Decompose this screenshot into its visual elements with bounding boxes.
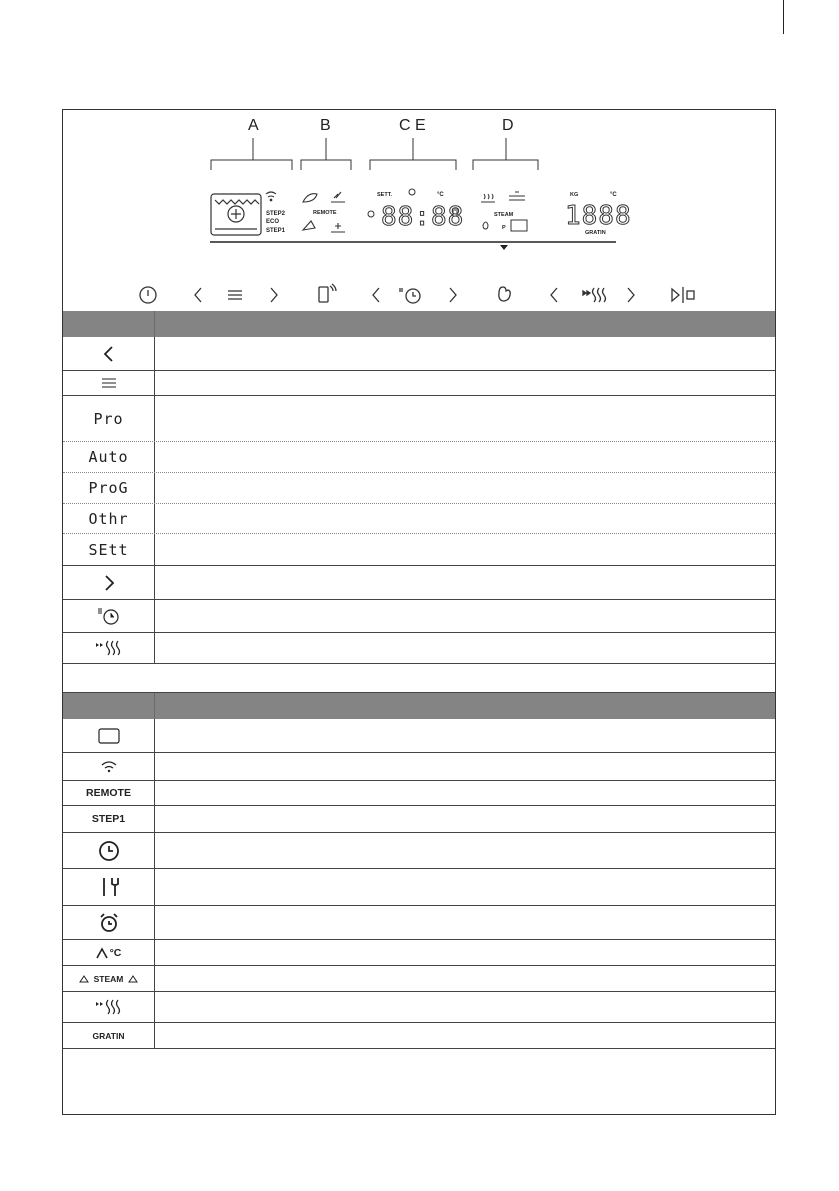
table-row xyxy=(63,600,775,633)
crop-mark xyxy=(783,0,784,34)
display-step1: STEP1 xyxy=(266,228,286,234)
steam-right-icon xyxy=(128,974,138,984)
display-temp-unit-2: °C xyxy=(610,192,617,198)
bread-icon xyxy=(303,194,317,202)
group-brackets xyxy=(211,138,538,170)
fast-heat-icon xyxy=(94,638,124,658)
chevron-right-3-icon xyxy=(628,288,634,302)
timer-icon xyxy=(96,606,122,626)
label-step1: STEP1 xyxy=(91,813,126,825)
remote-phone-icon xyxy=(319,284,336,302)
table-row xyxy=(63,396,775,442)
water-drop-icon xyxy=(483,222,488,229)
group-letter-d: D xyxy=(502,117,514,134)
display-steam: STEAM xyxy=(494,212,514,218)
table-row xyxy=(63,869,775,906)
pizza-slice-icon xyxy=(331,192,345,202)
alarm-icon xyxy=(97,911,121,935)
steam-tray-2-icon xyxy=(509,192,525,200)
lcd-pro: Pro xyxy=(93,409,124,428)
table-row xyxy=(63,781,775,806)
fast-heat-icon xyxy=(94,997,124,1017)
label-steam: STEAM xyxy=(93,973,124,984)
display-panel-drawing xyxy=(63,110,777,315)
fast-heat-icon xyxy=(583,288,606,302)
table-2-header-col1 xyxy=(63,693,155,719)
group-letter-a: A xyxy=(248,117,259,134)
chevron-left-3-icon xyxy=(551,288,557,302)
table-row xyxy=(63,833,775,869)
control-panel-diagram xyxy=(63,110,777,315)
display-sett: SETT. xyxy=(377,192,392,198)
table-row xyxy=(63,940,775,966)
table-row xyxy=(63,719,775,753)
steam-hand-icon xyxy=(499,287,510,301)
label-gratin: GRATIN xyxy=(92,1030,125,1041)
menu-icon xyxy=(228,291,242,299)
chevron-left-icon xyxy=(99,344,119,364)
display-marker xyxy=(500,245,508,250)
display-gratin: GRATIN xyxy=(585,230,606,236)
steam-left-icon xyxy=(79,974,89,984)
table-1 xyxy=(63,311,775,664)
oven-window-icon xyxy=(211,194,261,235)
lcd-prog: ProG xyxy=(88,479,129,497)
table-gap xyxy=(63,667,775,693)
probe-icon xyxy=(96,947,108,959)
display-p: P xyxy=(502,225,506,231)
display-remote: REMOTE xyxy=(313,210,337,216)
clock-icon xyxy=(97,839,121,863)
timer-icon xyxy=(399,289,420,303)
chevron-left-2-icon xyxy=(373,288,379,302)
label-temp-unit: °C xyxy=(109,946,122,959)
display-step2: STEP2 xyxy=(266,211,286,217)
group-letter-b: B xyxy=(320,117,331,134)
chevron-left-icon xyxy=(195,288,201,302)
table-1-header-col1 xyxy=(63,311,155,337)
display-eco: ECO xyxy=(266,219,280,225)
table-row xyxy=(63,566,775,600)
display-time-digits: 88:88 xyxy=(381,202,465,232)
label-remote: REMOTE xyxy=(86,787,131,799)
table-row xyxy=(63,442,775,473)
pie-icon xyxy=(303,221,315,230)
table-2-header xyxy=(63,693,775,719)
alarm-small-icon xyxy=(409,189,415,195)
table-row xyxy=(63,534,775,566)
table-1-header xyxy=(63,311,775,337)
start-stop-icon xyxy=(672,287,694,303)
group-letter-ce: C E xyxy=(399,117,426,134)
lcd-auto: Auto xyxy=(88,448,129,466)
table-row xyxy=(63,504,775,534)
power-icon xyxy=(140,287,156,303)
page-frame xyxy=(62,109,776,1115)
cutlery-icon xyxy=(97,875,121,899)
table-row xyxy=(63,1023,775,1049)
table-row xyxy=(63,966,775,992)
table-row xyxy=(63,371,775,396)
table-row xyxy=(63,633,775,664)
steam-tray-icon xyxy=(481,194,495,202)
oven-window-icon xyxy=(97,727,121,745)
wifi-icon xyxy=(266,192,276,201)
display-temp-unit: °C xyxy=(437,192,444,198)
table-row xyxy=(63,906,775,940)
chevron-right-2-icon xyxy=(450,288,456,302)
menu-icon xyxy=(99,376,119,390)
chevron-right-icon xyxy=(99,573,119,593)
table-row xyxy=(63,992,775,1023)
wifi-icon xyxy=(99,759,119,775)
lcd-othr: Othr xyxy=(88,509,129,528)
table-row xyxy=(63,806,775,833)
defrost-icon xyxy=(331,223,345,232)
table-2 xyxy=(63,693,775,1049)
table-row xyxy=(63,473,775,504)
lcd-sett: SEtt xyxy=(88,540,129,559)
table-row xyxy=(63,753,775,781)
display-kg: KG xyxy=(570,192,579,198)
clock-small-icon xyxy=(368,211,374,217)
chevron-right-icon xyxy=(271,288,277,302)
display-weight-digits: 1888 xyxy=(565,201,632,231)
table-row xyxy=(63,337,775,371)
descale-icon xyxy=(511,220,527,231)
